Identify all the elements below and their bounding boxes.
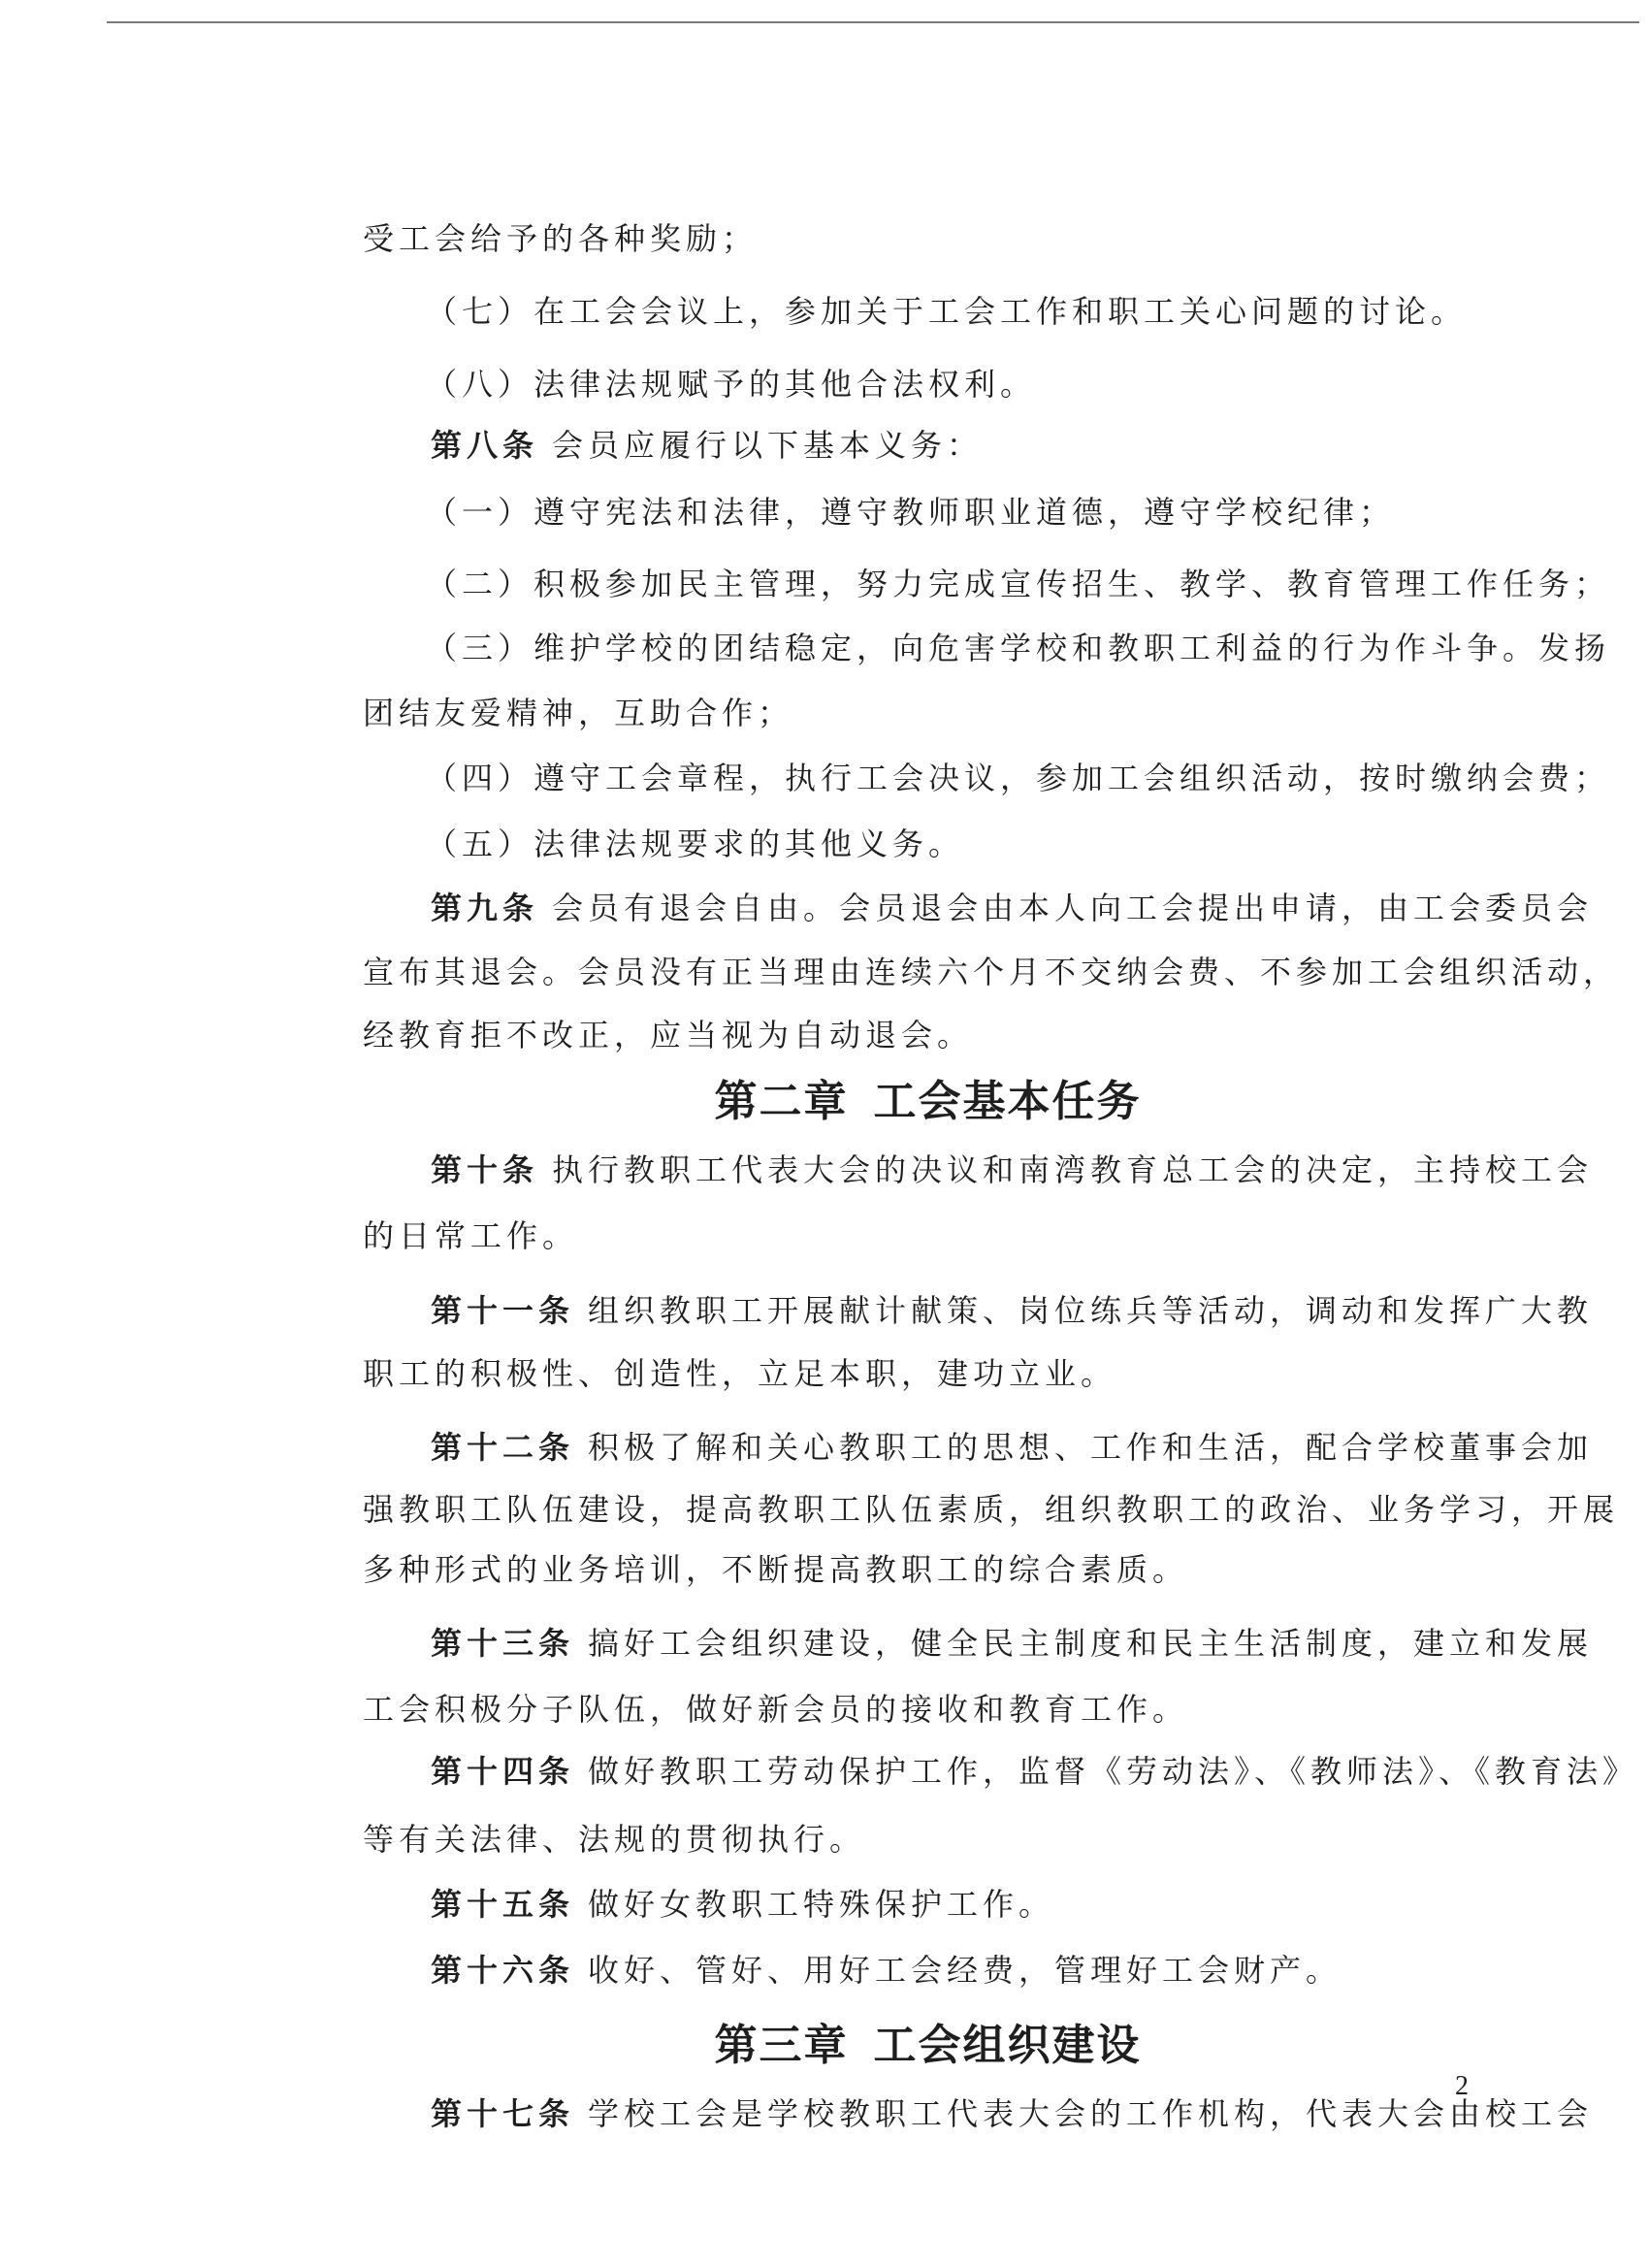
paragraph-line: （二）积极参加民主管理，努力完成宣传招生、教学、教育管理工作任务；	[426, 566, 1611, 602]
article-number: 第十五条	[431, 1886, 575, 1923]
article-text: 做好教职工劳动保护工作，监督《劳动法》、《教师法》、《教育法》	[588, 1753, 1639, 1790]
article-16	[431, 1951, 1342, 1990]
article-number: 第十条	[431, 1151, 539, 1188]
paragraph-line: 的日常工作。	[363, 1217, 579, 1254]
article-14	[431, 1752, 1638, 1791]
article-17	[431, 2094, 1593, 2133]
chapter-number: 第三章	[714, 2021, 849, 2070]
paragraph-line: 宣布其退会。会员没有正当理由连续六个月不交纳会费、不参加工会组织活动，	[363, 954, 1620, 990]
article-12	[431, 1428, 1593, 1467]
article-13	[431, 1624, 1593, 1663]
top-rule	[107, 21, 1639, 23]
paragraph-line: （八）法律法规赋予的其他合法权利。	[426, 366, 1037, 403]
page-number: 2	[1455, 2071, 1469, 2101]
paragraph-line: 强教职工队伍建设，提高教职工队伍素质，组织教职工的政治、业务学习，开展	[363, 1491, 1620, 1528]
paragraph-line: （五）法律法规要求的其他义务。	[426, 826, 965, 862]
article-number: 第十四条	[431, 1753, 575, 1790]
paragraph-line: 多种形式的业务培训，不断提高教职工的综合素质。	[363, 1551, 1189, 1588]
article-number: 第八条	[431, 427, 539, 464]
paragraph-line: （七）在工会会议上，参加关于工会工作和职工关心问题的讨论。	[426, 293, 1468, 330]
article-number: 第十二条	[431, 1429, 575, 1466]
article-number: 第十三条	[431, 1625, 575, 1662]
article-text: 会员应履行以下基本义务：	[552, 427, 984, 464]
article-number: 第九条	[431, 890, 539, 926]
paragraph-line: 团结友爱精神，互助合作；	[363, 695, 794, 731]
article-number: 第十一条	[431, 1292, 575, 1329]
article-text: 积极了解和关心教职工的思想、工作和生活，配合学校董事会加	[588, 1429, 1594, 1466]
article-text: 组织教职工开展献计献策、岗位练兵等活动，调动和发挥广大教	[588, 1292, 1594, 1329]
chapter-heading-3	[363, 2021, 1493, 2071]
article-text: 搞好工会组织建设，健全民主制度和民主生活制度，建立和发展	[588, 1625, 1594, 1662]
article-10	[431, 1150, 1593, 1189]
article-text: 做好女教职工特殊保护工作。	[588, 1886, 1055, 1923]
article-15	[431, 1885, 1054, 1924]
article-9	[431, 889, 1593, 927]
article-8	[431, 426, 983, 465]
paragraph-line: 受工会给予的各种奖励；	[363, 220, 759, 257]
paragraph-line: （三）维护学校的团结稳定，向危害学校和教职工利益的行为作斗争。发扬	[426, 630, 1611, 666]
article-11	[431, 1291, 1593, 1330]
paragraph-line: 等有关法律、法规的贯彻执行。	[363, 1821, 866, 1858]
article-text: 收好、管好、用好工会经费，管理好工会财产。	[588, 1952, 1342, 1989]
article-text: 执行教职工代表大会的决议和南湾教育总工会的决定，主持校工会	[552, 1151, 1594, 1188]
paragraph-line: 职工的积极性、创造性，立足本职，建功立业。	[363, 1355, 1117, 1392]
chapter-title: 工会组织建设	[873, 2021, 1142, 2070]
paragraph-line: 经教育拒不改正，应当视为自动退会。	[363, 1017, 974, 1053]
article-text: 学校工会是学校教职工代表大会的工作机构，代表大会由校工会	[588, 2095, 1594, 2132]
chapter-number: 第二章	[714, 1077, 849, 1126]
article-number: 第十七条	[431, 2095, 575, 2132]
paragraph-line: （一）遵守宪法和法律，遵守教师职业道德，遵守学校纪律；	[426, 494, 1396, 531]
article-text: 会员有退会自由。会员退会由本人向工会提出申请，由工会委员会	[552, 890, 1594, 926]
chapter-title: 工会基本任务	[873, 1077, 1142, 1126]
chapter-heading-2	[363, 1077, 1493, 1127]
paragraph-line: 工会积极分子队伍，做好新会员的接收和教育工作。	[363, 1691, 1189, 1728]
article-number: 第十六条	[431, 1952, 575, 1989]
paragraph-line: （四）遵守工会章程，执行工会决议，参加工会组织活动，按时缴纳会费；	[426, 760, 1611, 796]
